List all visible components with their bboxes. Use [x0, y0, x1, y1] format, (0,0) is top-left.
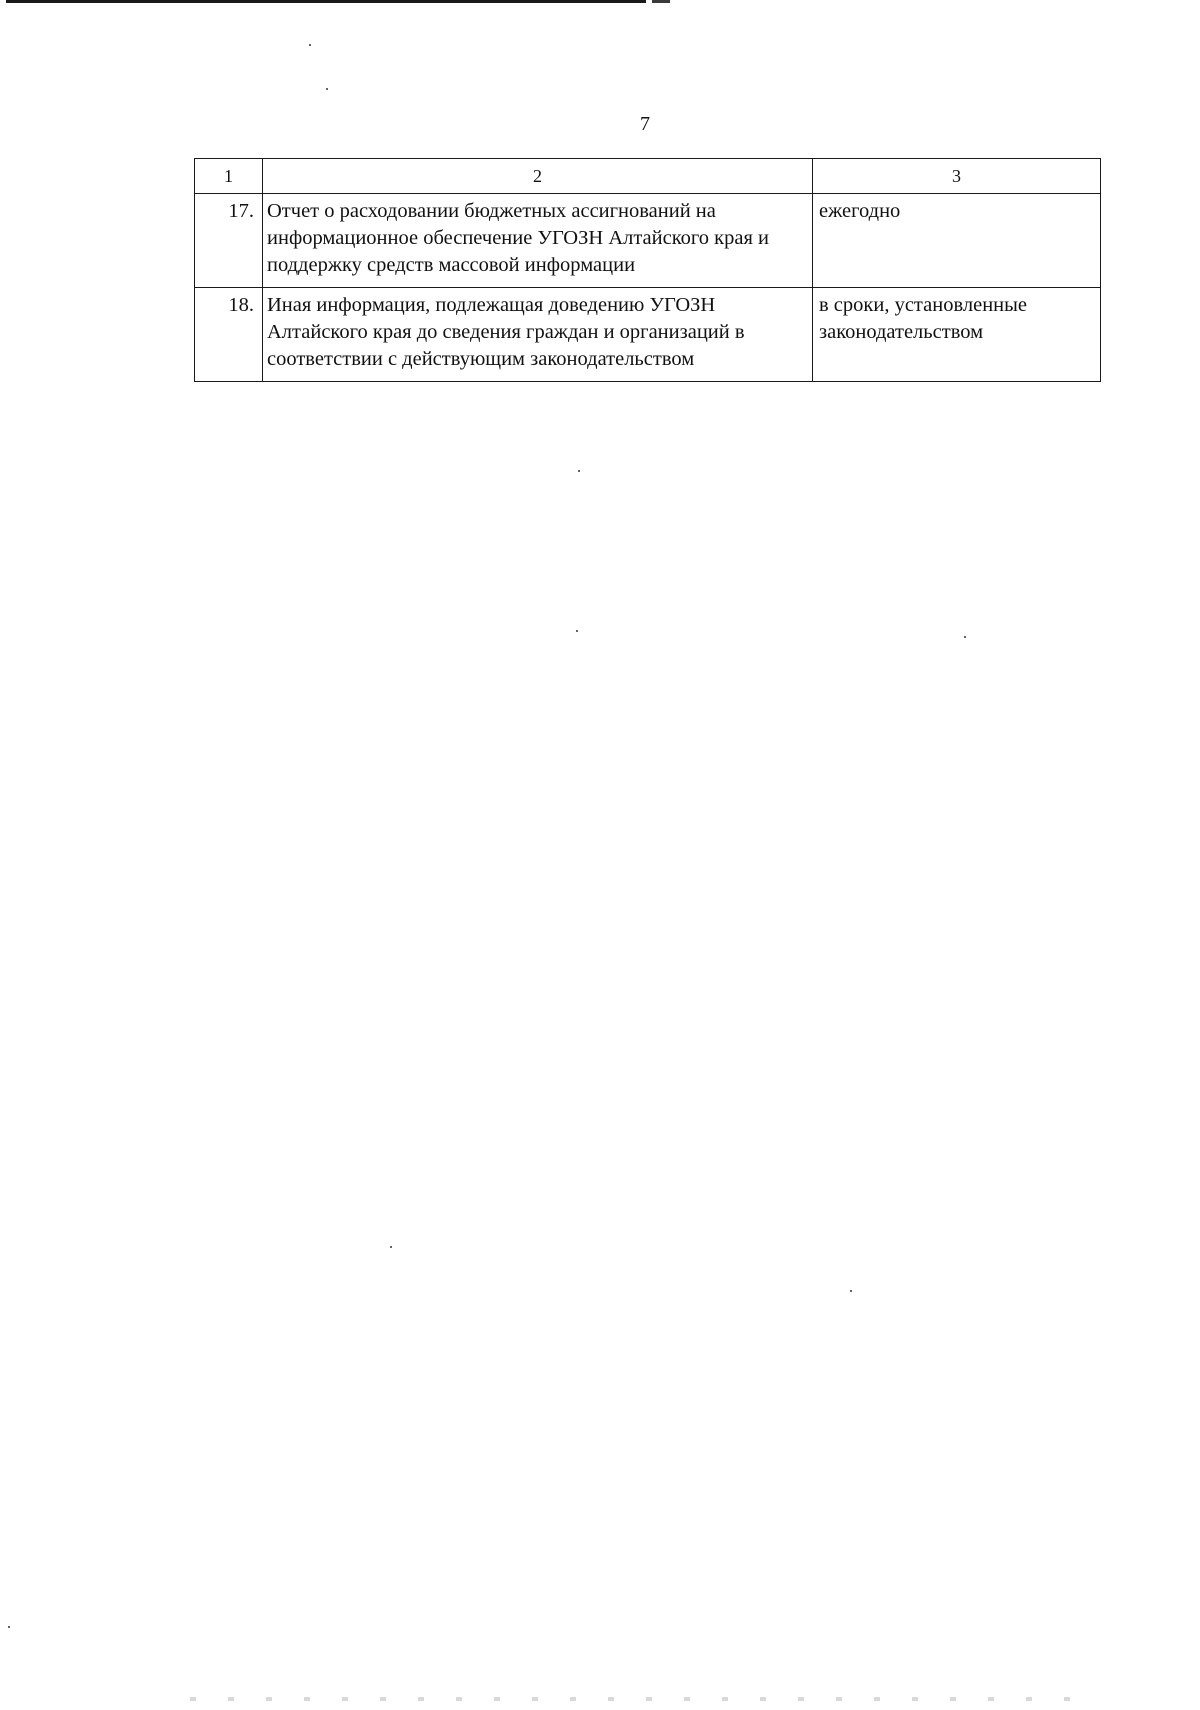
- top-rule: [6, 0, 646, 3]
- table-header-row: [195, 159, 1101, 194]
- table-row: [195, 288, 1101, 382]
- scan-speck: [576, 630, 578, 632]
- column-header-deadline: 3: [813, 159, 1101, 194]
- scan-speck: [964, 636, 966, 638]
- column-header-description: 2: [263, 159, 813, 194]
- page-number: 7: [640, 113, 650, 135]
- row-description: Иная информация, подлежащая доведению УГОЗН Алтайского края до сведения граждан и организаций в соответствии с действующим законодательством: [263, 288, 813, 382]
- table-row: [195, 194, 1101, 288]
- scan-speck: [8, 1626, 10, 1628]
- scan-speck: [326, 88, 328, 90]
- row-deadline: в сроки, установленные законодательством: [813, 288, 1101, 382]
- row-deadline: ежегодно: [813, 194, 1101, 288]
- top-rule-fragment: [652, 0, 670, 3]
- row-number: 18.: [195, 288, 263, 382]
- document-table: [194, 158, 1101, 382]
- row-number: 17.: [195, 194, 263, 288]
- scan-speck: [578, 470, 580, 472]
- scan-speck: [390, 1246, 392, 1248]
- row-description: Отчет о расходовании бюджетных ассигнований на информационное обеспечение УГОЗН Алтайского края и поддержку средств массовой информации: [263, 194, 813, 288]
- scan-speck: [309, 44, 311, 46]
- scan-speck: [850, 1290, 852, 1292]
- column-header-number: 1: [195, 159, 263, 194]
- scan-edge-noise: [190, 1697, 1070, 1701]
